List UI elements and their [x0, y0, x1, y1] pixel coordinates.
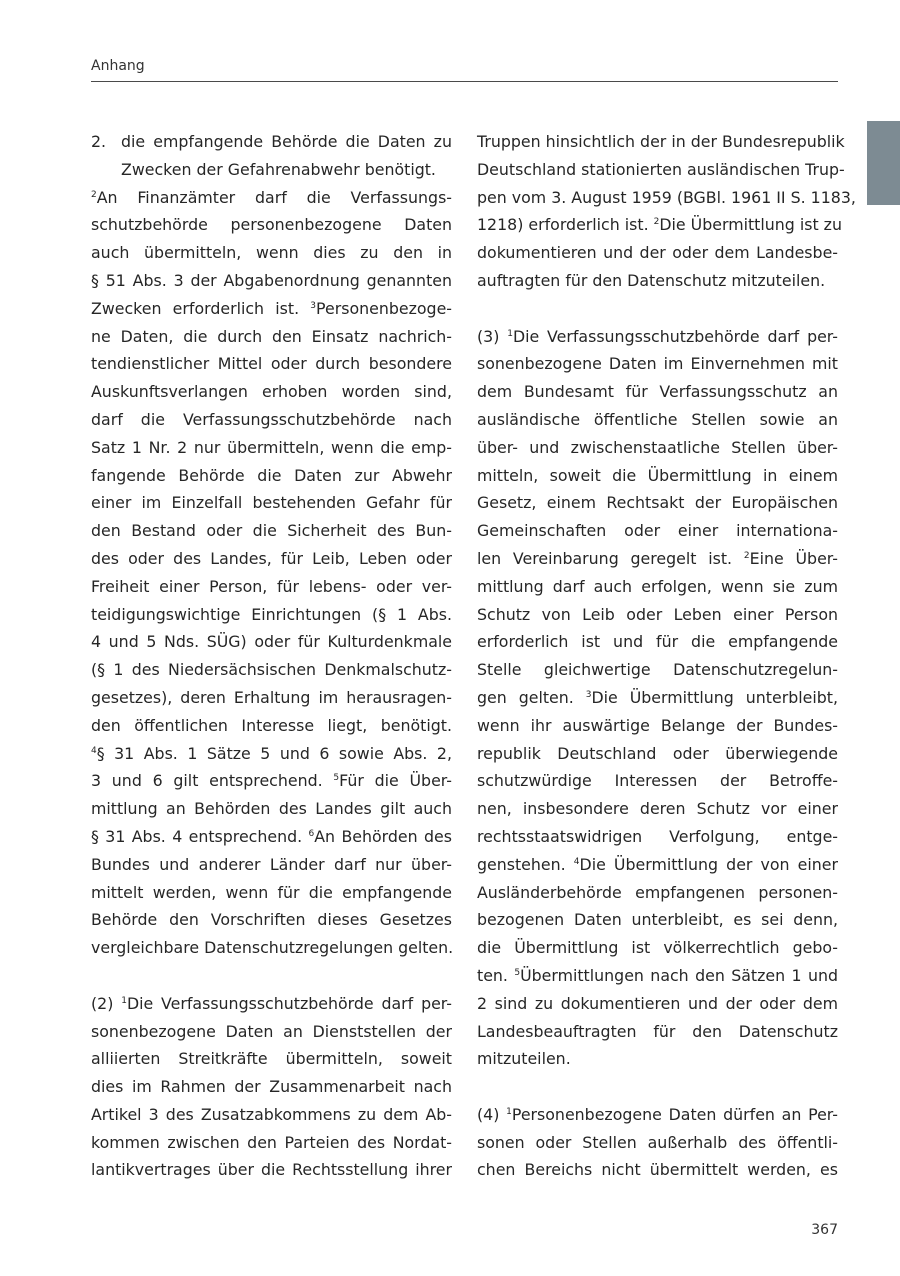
text-line: Satz 1 Nr. 2 nur übermitteln, wenn die emp- — [91, 437, 452, 457]
text-fragment: Eine Über- — [749, 548, 838, 568]
text-fragment: Personenbezogene Daten dürfen an Per- — [511, 1104, 838, 1124]
sentence-number: 5 — [514, 967, 521, 978]
list-number: 2. — [91, 132, 107, 151]
text-line: dokumentieren und der oder dem Landesbe- — [477, 243, 838, 263]
text-line: darf die Verfassungsschutzbehörde nach — [91, 409, 452, 429]
text-fragment: Die Verfassungsschutzbehörde darf per- — [512, 326, 838, 346]
text-line: tendienstlicher Mittel oder durch besondere — [91, 354, 452, 374]
text-line: Ausländerbehörde empfangenen personen- — [477, 882, 838, 902]
text-line: rechtsstaatswidrigen Verfolgung, entge- — [477, 826, 838, 846]
text-fragment: Die Übermittlung der von einer — [579, 854, 839, 874]
sentence-number: 1 — [507, 328, 513, 339]
text-line — [477, 684, 838, 712]
text-line — [477, 851, 838, 879]
sentence-number: 2 — [91, 189, 97, 200]
text-line: den Bestand oder die Sicherheit des Bun- — [91, 521, 452, 541]
text-fragment: Personenbezoge- — [316, 298, 452, 318]
text-fragment: Die Übermittlung unterbleibt, — [591, 687, 838, 707]
text-line: wenn ihr auswärtige Belange der Bundes- — [477, 715, 838, 735]
text-line: Artikel 3 des Zusatzabkommens zu dem Ab- — [91, 1104, 452, 1124]
text-line: § 51 Abs. 3 der Abgabenordnung genannten — [91, 270, 452, 290]
text-line: lantikvertrages über die Rechtsstellung ihrer — [91, 1160, 452, 1180]
text-line: chen Bereichs nicht übermittelt werden, es — [477, 1160, 838, 1180]
text-line: über- und zwischenstaatliche Stellen über- — [477, 437, 838, 457]
left-column — [91, 128, 452, 1184]
text-line: einer im Einzelfall bestehenden Gefahr für — [91, 493, 452, 513]
text-line: mittlung darf auch erfolgen, wenn sie zum — [477, 576, 838, 596]
text-line: alliierten Streitkräfte übermitteln, soweit — [91, 1049, 452, 1069]
sentence-number: 2 — [653, 217, 660, 228]
text-line: nen, insbesondere deren Schutz vor einer — [477, 799, 838, 819]
text-line: bezogenen Daten unterbleibt, es sei denn, — [477, 910, 838, 930]
sentence-number: 3 — [585, 689, 592, 700]
text-line: sonenbezogene Daten im Einvernehmen mit — [477, 354, 838, 374]
text-fragment: Für die Über- — [339, 771, 452, 791]
text-line: den öffentlichen Interesse liegt, benötigt. — [91, 715, 452, 735]
page-number: 367 — [811, 1222, 838, 1238]
text-fragment: len Vereinbarung geregelt ist. — [477, 548, 744, 568]
text-line: Landesbeauftragten für den Datenschutz — [477, 1021, 838, 1041]
text-line: auftragten für den Datenschutz mitzuteilen. — [477, 270, 826, 290]
text-line: Gesetz, einem Rechtsakt der Europäischen — [477, 493, 838, 513]
right-column — [477, 128, 856, 1184]
text-fragment: § 31 Abs. 1 Sätze 5 und 6 sowie Abs. 2, — [96, 743, 452, 763]
text-line: dem Bundesamt für Verfassungsschutz an — [477, 382, 838, 402]
text-fragment: Die Übermittlung ist zu — [659, 215, 842, 235]
paragraph-gap — [477, 295, 838, 323]
text-line: ne Daten, die durch den Einsatz nachrich- — [91, 326, 452, 346]
sentence-number: 3 — [310, 300, 317, 311]
sentence-number: 4 — [573, 856, 580, 867]
text-fragment: gen gelten. — [477, 687, 586, 707]
text-line: pen vom 3. August 1959 (BGBl. 1961 II S. 1183, — [477, 187, 856, 207]
text-line — [477, 962, 838, 990]
text-line: auch übermitteln, wenn dies zu den in — [91, 243, 452, 263]
text-fragment: 3 und 6 gilt entsprechend. — [91, 771, 334, 791]
sentence-number: 5 — [333, 773, 340, 784]
text-line: die Übermittlung ist völkerrechtlich gebo- — [477, 938, 838, 958]
text-fragment: Zwecken erforderlich ist. — [91, 298, 311, 318]
text-line: gesetzes), deren Erhaltung im herausragen- — [91, 687, 452, 707]
text-line: Schutz von Leib oder Leben einer Person — [477, 604, 838, 624]
text-line: Freiheit einer Person, für lebens- oder ver- — [91, 576, 452, 596]
text-line: Deutschland stationierten ausländischen Trup- — [477, 159, 845, 179]
text-line — [91, 767, 452, 795]
text-line — [91, 823, 452, 851]
text-line: erforderlich ist und für die empfangende — [477, 632, 838, 652]
text-line — [477, 323, 838, 351]
text-line — [91, 295, 452, 323]
sentence-number: 1 — [121, 995, 127, 1006]
text-line: mitteln, soweit die Übermittlung in einem — [477, 465, 838, 485]
text-line — [477, 1101, 838, 1129]
list-item-2 — [91, 128, 452, 156]
text-line: ausländische öffentliche Stellen sowie an — [477, 409, 838, 429]
list-text-line: die empfangende Behörde die Daten zu — [121, 132, 452, 151]
text-line: schutzbehörde personenbezogene Daten — [91, 215, 452, 235]
text-fragment: § 31 Abs. 4 entsprechend. — [91, 826, 309, 846]
text-fragment: An Behörden des — [314, 826, 452, 846]
paragraph-gap — [91, 962, 452, 990]
text-line: fangende Behörde die Daten zur Abwehr — [91, 465, 452, 485]
text-line: teidigungswichtige Einrichtungen (§ 1 Abs. — [91, 604, 452, 624]
text-fragment: Übermittlungen nach den Sätzen 1 und — [520, 965, 838, 985]
text-fragment: Die Verfassungsschutzbehörde darf per- — [126, 993, 452, 1013]
text-line: Stelle gleichwertige Datenschutzregelun- — [477, 660, 838, 680]
text-line: Behörde den Vorschriften dieses Gesetzes — [91, 910, 452, 930]
text-line — [91, 990, 452, 1018]
text-line: Auskunftsverlangen erhoben worden sind, — [91, 382, 452, 402]
running-header: Anhang — [91, 58, 145, 74]
text-line: vergleichbare Datenschutzregelungen gelten. — [91, 938, 454, 958]
sentence-number: 6 — [308, 828, 315, 839]
text-line: Gemeinschaften oder einer internationa- — [477, 521, 838, 541]
text-fragment: An Finanzämter darf die Verfassungs- — [96, 187, 452, 207]
paragraph-number: (3) — [477, 326, 508, 346]
text-line: mitzuteilen. — [477, 1049, 571, 1069]
paragraph-gap — [477, 1073, 838, 1101]
sentence-number: 4 — [91, 745, 97, 756]
text-line — [477, 211, 842, 239]
text-line: 4 und 5 Nds. SÜG) oder für Kulturdenkmale — [91, 632, 452, 652]
text-line: des oder des Landes, für Leib, Leben oder — [91, 548, 452, 568]
text-line — [91, 184, 452, 212]
text-fragment: 1218) erforderlich ist. — [477, 215, 654, 235]
text-line: republik Deutschland oder überwiegende — [477, 743, 838, 763]
text-line: kommen zwischen den Parteien des Nordat- — [91, 1132, 452, 1152]
text-fragment: ten. — [477, 965, 515, 985]
text-line: sonen oder Stellen außerhalb des öffentli- — [477, 1132, 838, 1152]
sentence-number: 2 — [743, 550, 750, 561]
text-line: sonenbezogene Daten an Dienststellen der — [91, 1021, 452, 1041]
header-rule — [91, 81, 838, 82]
paragraph-number: (4) — [477, 1104, 507, 1124]
sentence-number: 1 — [506, 1106, 512, 1117]
text-line: schutzwürdige Interessen der Betroffe- — [477, 771, 838, 791]
list-text-line: Zwecken der Gefahrenabwehr benötigt. — [121, 159, 436, 179]
text-line — [91, 740, 452, 768]
text-line: Bundes und anderer Länder darf nur über- — [91, 854, 452, 874]
paragraph-number: (2) — [91, 993, 122, 1013]
text-line: (§ 1 des Niedersächsischen Denkmalschutz- — [91, 660, 452, 680]
text-line: mittelt werden, wenn für die empfangende — [91, 882, 452, 902]
text-line: mittlung an Behörden des Landes gilt auch — [91, 799, 452, 819]
text-fragment: genstehen. — [477, 854, 574, 874]
text-line: 2 sind zu dokumentieren und der oder dem — [477, 993, 838, 1013]
text-line: dies im Rahmen der Zusammenarbeit nach — [91, 1077, 452, 1097]
text-line — [477, 545, 838, 573]
text-line: Truppen hinsichtlich der in der Bundesrepublik — [477, 132, 845, 151]
chapter-tab-marker — [867, 121, 900, 205]
